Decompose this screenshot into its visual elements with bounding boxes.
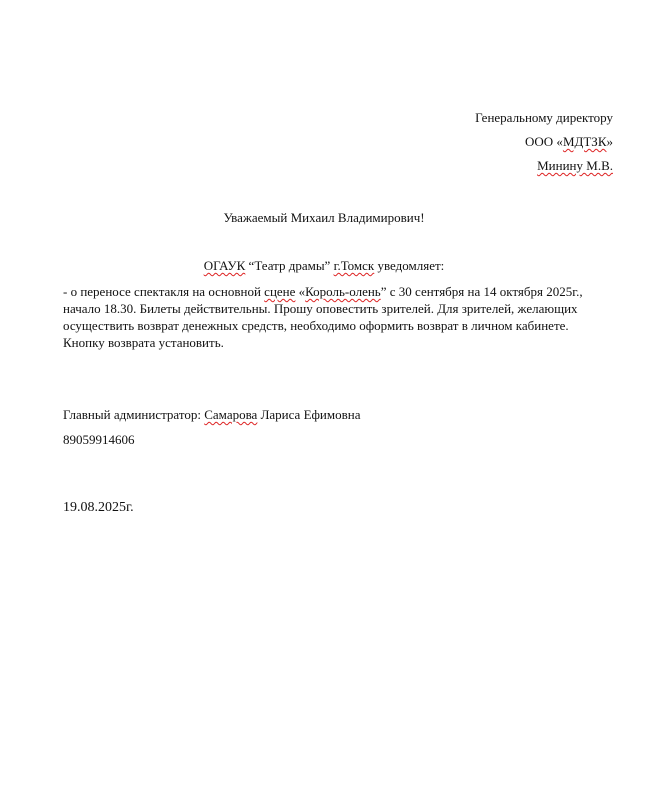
recipient-name-text: Минину М.В.	[537, 158, 613, 173]
org-prefix: ООО «	[525, 134, 563, 149]
notice-body	[63, 283, 603, 351]
greeting: Уважаемый Михаил Владимирович!	[223, 210, 425, 225]
recipient-organization	[525, 134, 613, 150]
body-part2: «	[295, 284, 306, 299]
phone-number: 89059914606	[63, 432, 135, 447]
signature-surname: Самарова	[204, 407, 258, 422]
body-part1: - о переносе спектакля на основной	[63, 284, 265, 299]
notice-org: ОГАУК	[203, 258, 246, 273]
recipient-name	[537, 158, 613, 174]
recipient-title: Генеральному директору	[475, 110, 613, 125]
notice-theatre: “Театр драмы”	[245, 258, 334, 273]
signature-line	[63, 407, 360, 423]
body-scene: сцене	[264, 284, 296, 299]
body-part3: ” с 30 сентября на 14 октября 2025г., начало 18.30. Билеты действительны. Прошу оповестить зрителей. Для зрителей, желающих осуществить возврат денежных средств, необходимо оформить возврат в личном кабинете. Кнопку возврата установить.	[63, 284, 583, 350]
body-play-title: Король-олень	[305, 284, 381, 299]
notice-city: г.Томск	[333, 258, 375, 273]
org-suffix: »	[606, 134, 613, 149]
notice-verb: уведомляет:	[374, 258, 445, 273]
letter-date: 19.08.2025г.	[63, 500, 134, 515]
signature-prefix: Главный администратор:	[63, 407, 205, 422]
notice-line	[0, 258, 648, 274]
signature-rest: Лариса Ефимовна	[257, 407, 361, 422]
org-name: МДТЗК	[562, 134, 607, 149]
